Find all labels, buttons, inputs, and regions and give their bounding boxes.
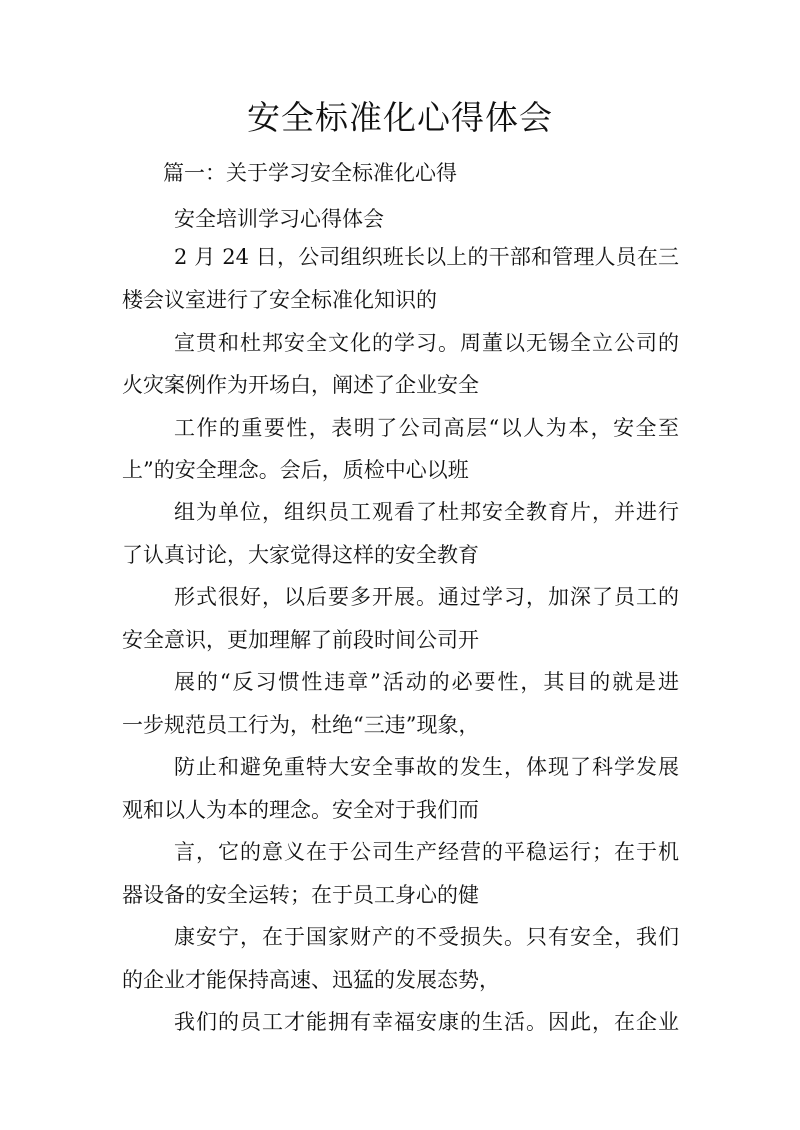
body-line: 宣贯和杜邦安全文化的学习。周董以无锡全立公司的 bbox=[174, 331, 679, 355]
body-line: 了认真讨论，大家觉得这样的安全教育 bbox=[122, 543, 479, 567]
body-line: 工作的重要性，表明了公司高层“以人为本，安全至 bbox=[174, 416, 679, 440]
body-line: 形式很好，以后要多开展。通过学习，加深了员工的 bbox=[174, 585, 679, 609]
body-line: 上”的安全理念。会后，质检中心以班 bbox=[122, 458, 469, 482]
body-line: 防止和避免重特大安全事故的发生，体现了科学发展 bbox=[174, 755, 679, 779]
body-line: 观和以人为本的理念。安全对于我们而 bbox=[122, 798, 479, 822]
body-line: 楼会议室进行了安全标准化知识的 bbox=[122, 288, 437, 312]
body-line: 言，它的意义在于公司生产经营的平稳运行；在于机 bbox=[174, 840, 679, 864]
body-line: 康安宁，在于国家财产的不受损失。只有安全，我们 bbox=[174, 925, 679, 949]
document-title: 安全标准化心得体会 bbox=[247, 98, 553, 137]
body-line: 安全意识，更加理解了前段时间公司开 bbox=[122, 628, 479, 652]
body-line: 一步规范员工行为，杜绝“三违”现象， bbox=[122, 713, 480, 737]
body-line: 展的“反习惯性违章”活动的必要性，其目的就是进 bbox=[174, 670, 679, 694]
body-line: 2 月 24 日，公司组织班长以上的干部和管理人员在三 bbox=[174, 245, 679, 269]
body-line: 火灾案例作为开场白，阐述了企业安全 bbox=[122, 373, 479, 397]
body-line: 我们的员工才能拥有幸福安康的生活。因此，在企业 bbox=[174, 1010, 679, 1034]
body-line: 器设备的安全运转；在于员工身心的健 bbox=[122, 883, 479, 907]
section-heading: 篇一：关于学习安全标准化心得 bbox=[163, 161, 457, 185]
body-line: 组为单位，组织员工观看了杜邦安全教育片，并进行 bbox=[174, 500, 679, 524]
subheading: 安全培训学习心得体会 bbox=[174, 207, 384, 231]
body-line: 的企业才能保持高速、迅猛的发展态势， bbox=[122, 968, 500, 992]
